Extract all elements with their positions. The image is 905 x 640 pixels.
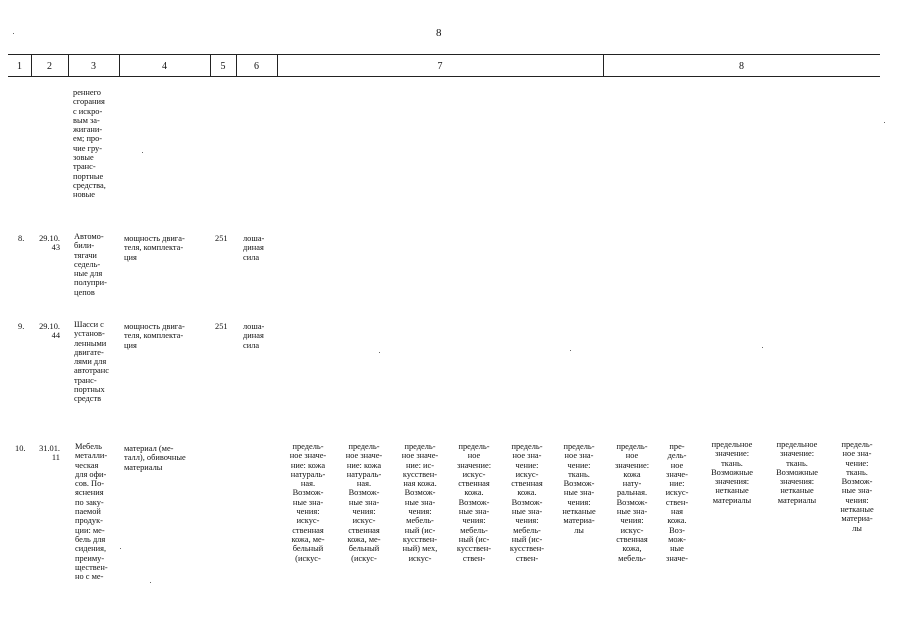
header-cell: 4	[162, 61, 167, 72]
header-cell: 7	[437, 61, 443, 72]
value-cell: предель- ное значение: кожа нату- ральная. Возмож- ные зна- чения: искус- ственная кожа, мебель-	[614, 442, 650, 563]
scan-speck	[570, 350, 571, 351]
okei-code: 251	[215, 234, 228, 243]
value-cell: предельное значение: ткань. Возможные значения: нетканые материалы	[776, 440, 818, 505]
value-cell: предель- ное значе- ние: ис- кусствен- ная кожа. Возмож- ные зна- чения: мебель- ный (ис- кусствен- ный) мех, искус-	[401, 442, 439, 563]
header-cell: 5	[220, 61, 226, 72]
unit-name: лоша- диная сила	[243, 322, 265, 350]
characteristic: мощность двига- теля, комплекта- ция	[124, 234, 185, 262]
value-cell: предельное значение: ткань. Возможные значения: нетканые материалы	[711, 440, 753, 505]
header-cell: 2	[47, 61, 52, 72]
value-cell: предель- ное значе- ние: кожа натураль- ная. Возмож- ные зна- чения: искус- ственная кожа, ме- бельный (искус-	[345, 442, 383, 563]
product-name: Автомо- били- тягачи седель- ные для полупри- цепов	[74, 232, 107, 297]
scan-speck	[120, 548, 121, 549]
product-name: Мебель металли- ческая для офи- сов. По- яснения по заку- паемой продук- ции: ме- бель для сидения, преиму- ществен- но с ме-	[75, 442, 108, 582]
characteristic: мощность двига- теля, комплекта- ция	[124, 322, 185, 350]
value-cell: предель- ное значе- ние: кожа натураль- ная. Возмож- ные зна- чения: искус- ственная кожа, ме- бельный (искус-	[289, 442, 327, 563]
header-cell: 8	[739, 61, 744, 72]
scan-speck	[884, 122, 885, 123]
scan-speck	[379, 352, 380, 353]
value-cell: предель- ное зна- чение: ткань. Возмож- ные зна- чения: нетканые материа- лы	[562, 442, 596, 535]
page-number: 8	[436, 27, 442, 39]
row-number: 8.	[18, 234, 25, 243]
row-number: 9.	[18, 322, 25, 331]
okpd-code: 29.10. 44	[39, 322, 60, 341]
value-cell: пре- дель- ное значе- ние: искус- ствен- ная кожа. Воз- мож- ные значе-	[665, 442, 689, 563]
row-number: 10.	[15, 444, 26, 453]
value-cell: предель- ное значение: искус- ственная кожа. Возмож- ные зна- чения: мебель- ный (ис- кусствен- ствен-	[456, 442, 492, 563]
scan-speck	[150, 582, 151, 583]
scan-speck	[762, 347, 763, 348]
okpd-code: 29.10. 43	[39, 234, 60, 253]
value-cell: предель- ное зна- чение: искус- ственная кожа. Возмож- ные зна- чения: мебель- ный (ис- кусствен- ствен-	[509, 442, 545, 563]
table-header-bottom-border	[8, 76, 880, 77]
unit-name: лоша- диная сила	[243, 234, 265, 262]
product-name: Шасси с установ- ленными двигате- лями для автотранс транс- портных средств	[74, 320, 109, 404]
okpd-code: 31.01. 11	[39, 444, 60, 463]
header-cell: 1	[17, 61, 22, 72]
characteristic: материал (ме- талл), обивочные материалы	[124, 444, 186, 472]
value-cell: предель- ное зна- чение: ткань. Возмож- ные зна- чения: нетканые материа- лы	[840, 440, 874, 533]
table-top-border	[8, 54, 880, 55]
okei-code: 251	[215, 322, 228, 331]
continuation-name-cell: реннего сгорания с искро- вым за- жигани- ем; про- чие гру- зовые транс- портные средства, новые	[73, 88, 106, 200]
scan-speck	[13, 33, 14, 34]
header-cell: 3	[91, 61, 96, 72]
header-cell: 6	[254, 61, 259, 72]
scan-speck	[142, 152, 143, 153]
